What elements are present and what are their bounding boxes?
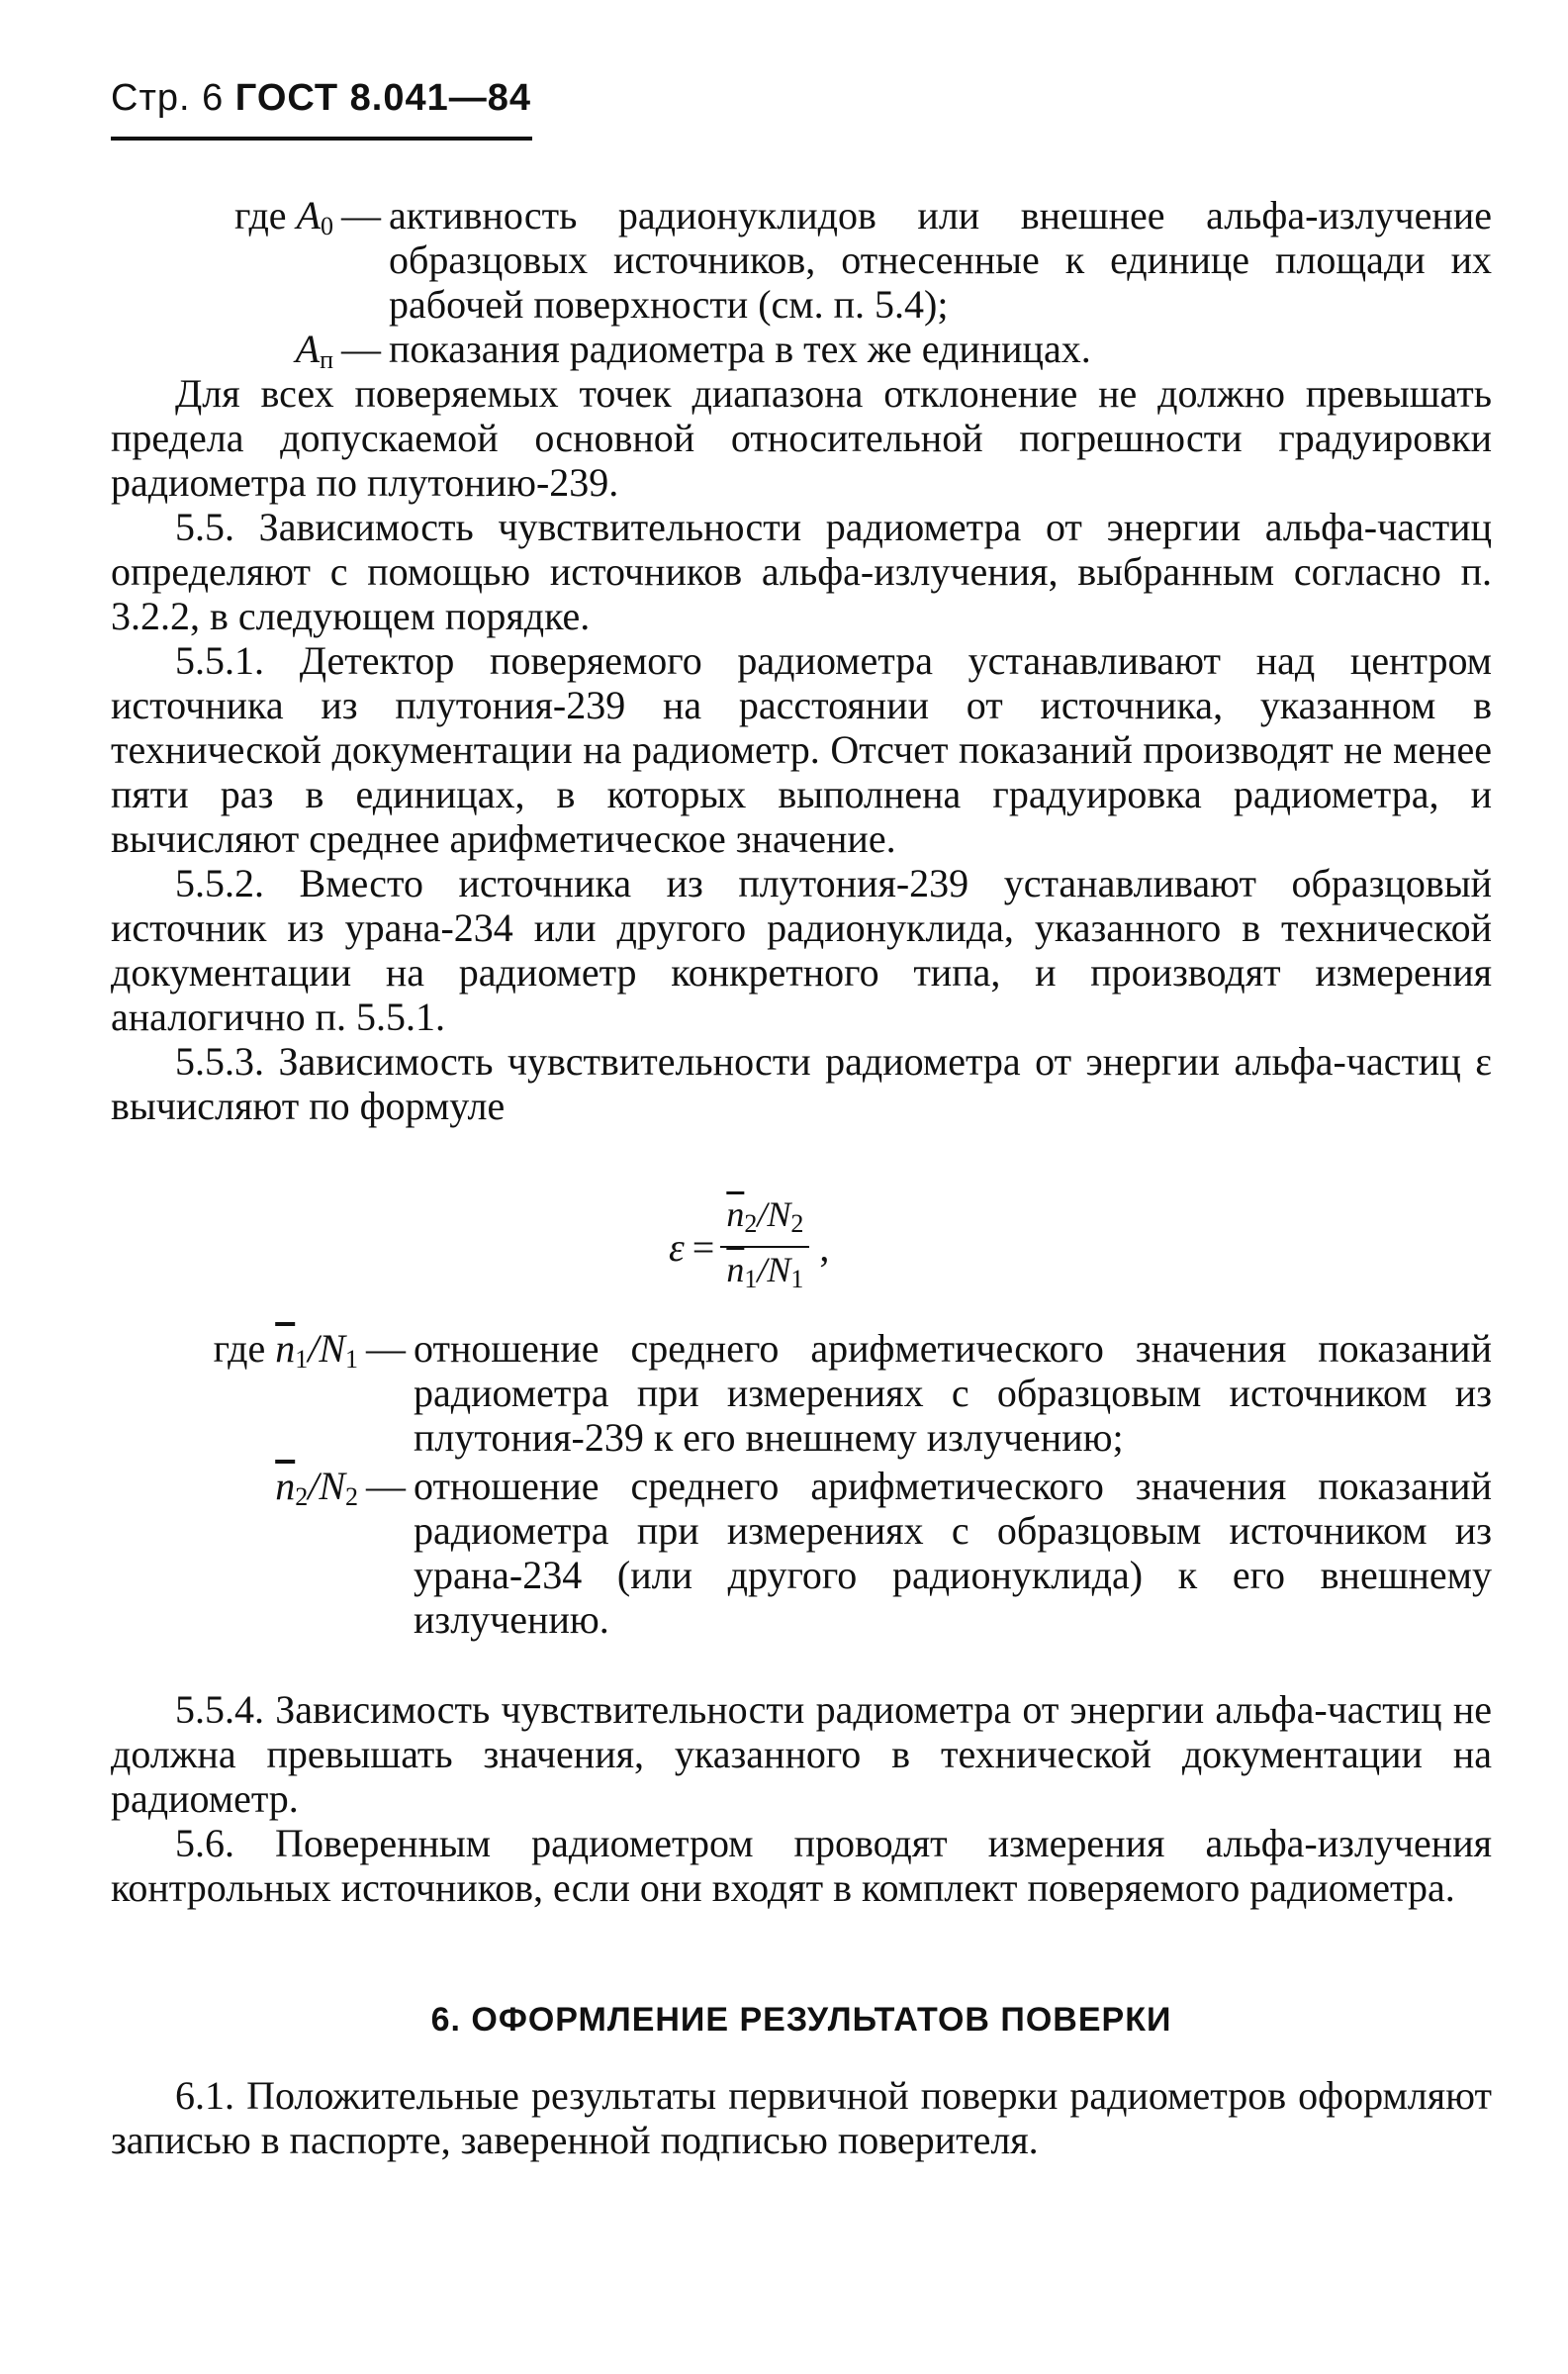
paragraph-5-5-3: 5.5.3. Зависимость чувствительности радиометра от энергии альфа-частиц ε вычисляют по формуле (111, 1039, 1492, 1128)
definition-n1-n1: где $\overline{n}_1/N_1$ — отношение среднего арифметического значения показаний радиометра при измерениях с образцовым источником из плутония-239 к его внешнему излучению; (213, 1326, 1492, 1460)
dash: — (341, 327, 381, 371)
definition-text: отношение среднего арифметического значения показаний радиометра при измерениях с образцовым источником из урана-234 (или другого радионуклида) к его внешнему излучению. (414, 1464, 1492, 1642)
definition-text: активность радионуклидов или внешнее альфа-излучение образцовых источников, отнесенные к единице площади их рабочей поверхности (см. п. 5.4); (389, 193, 1492, 327)
formula-denominator: $\overline{n}_1/N_1$ (726, 1250, 804, 1293)
symbol-a: А (295, 327, 321, 371)
dash: — (366, 1326, 406, 1371)
body-section-1 (111, 371, 1492, 1128)
header-rule (111, 137, 532, 141)
page-label: Стр. 6 (111, 77, 225, 119)
definition-a0 (111, 193, 1492, 327)
page-header (111, 77, 531, 120)
paragraph-5-5-2: 5.5.2. Вместо источника из плутония-239 устанавливают образцовый источник из урана-234 или другого радионуклида, указанного в технической документации на радиометр конкретного типа, и производят измерения аналогично п. 5.5.1. (111, 861, 1492, 1039)
formula-epsilon (669, 1192, 829, 1301)
body-section-3 (111, 2073, 1492, 2162)
definition-text: отношение среднего арифметического значения показаний радиометра при измерениях с образцовым источником из плутония-239 к его внешнему излучению; (414, 1326, 1492, 1460)
definition-n2-n2: $\overline{n}_2/N_2$ — отношение среднего арифметического значения показаний радиометра при измерениях с образцовым источником из урана-234 (или другого радионуклида) к его внешнему излучению. (275, 1464, 1492, 1642)
formula-lhs: ε (669, 1224, 685, 1270)
paragraph-5-5-1: 5.5.1. Детектор поверяемого радиометра устанавливают над центром источника из плутония-239 на расстоянии от источника, указанном в технической документации на радиометр. Отсчет показаний производят не менее пяти раз в единицах, в которых выполнена градуировка радиометра, и вычисляют среднее арифметическое значение. (111, 638, 1492, 861)
section-title: 6. ОФОРМЛЕНИЕ РЕЗУЛЬТАТОВ ПОВЕРКИ (430, 2001, 1172, 2039)
symbol-sub: 0 (321, 212, 333, 240)
paragraph-6-1: 6.1. Положительные результаты первичной поверки радиометров оформляют записью в паспорте, заверенной подписью поверителя. (111, 2073, 1492, 2162)
formula-comma: , (819, 1224, 830, 1270)
paragraph-5-5-4: 5.5.4. Зависимость чувствительности радиометра от энергии альфа-частиц не должна превышать значения, указанного в технической документации на радиометр. (111, 1687, 1492, 1821)
body-section-2 (111, 1687, 1492, 1910)
where-word: где (234, 193, 287, 237)
paragraph: Для всех поверяемых точек диапазона отклонение не должно превышать предела допускаемой основной относительной погрешности градуировки радиометра по плутонию-239. (111, 371, 1492, 505)
paragraph-5-6: 5.6. Поверенным радиометром проводят измерения альфа-излучения контрольных источников, если они входят в комплект поверяемого радиометра. (111, 1821, 1492, 1910)
definitions-top (111, 193, 1492, 382)
definitions-bottom (111, 1326, 1492, 1642)
formula-numerator: $\overline{n}_2/N_2$ (726, 1194, 804, 1238)
definition-text: показания радиометра в тех же единицах. (389, 327, 1091, 371)
symbol-sub: п (320, 345, 333, 374)
where-word: где (213, 1326, 266, 1371)
standard-number: ГОСТ 8.041—84 (234, 77, 532, 119)
formula-equals: = (692, 1224, 715, 1270)
symbol-a: А (296, 193, 321, 237)
formula-fraction (720, 1192, 809, 1301)
dash: — (366, 1464, 406, 1508)
dash: — (341, 193, 381, 237)
paragraph-5-5: 5.5. Зависимость чувствительности радиометра от энергии альфа-частиц определяют с помощью источников альфа-излучения, выбранным согласно п. 3.2.2, в следующем порядке. (111, 505, 1492, 638)
